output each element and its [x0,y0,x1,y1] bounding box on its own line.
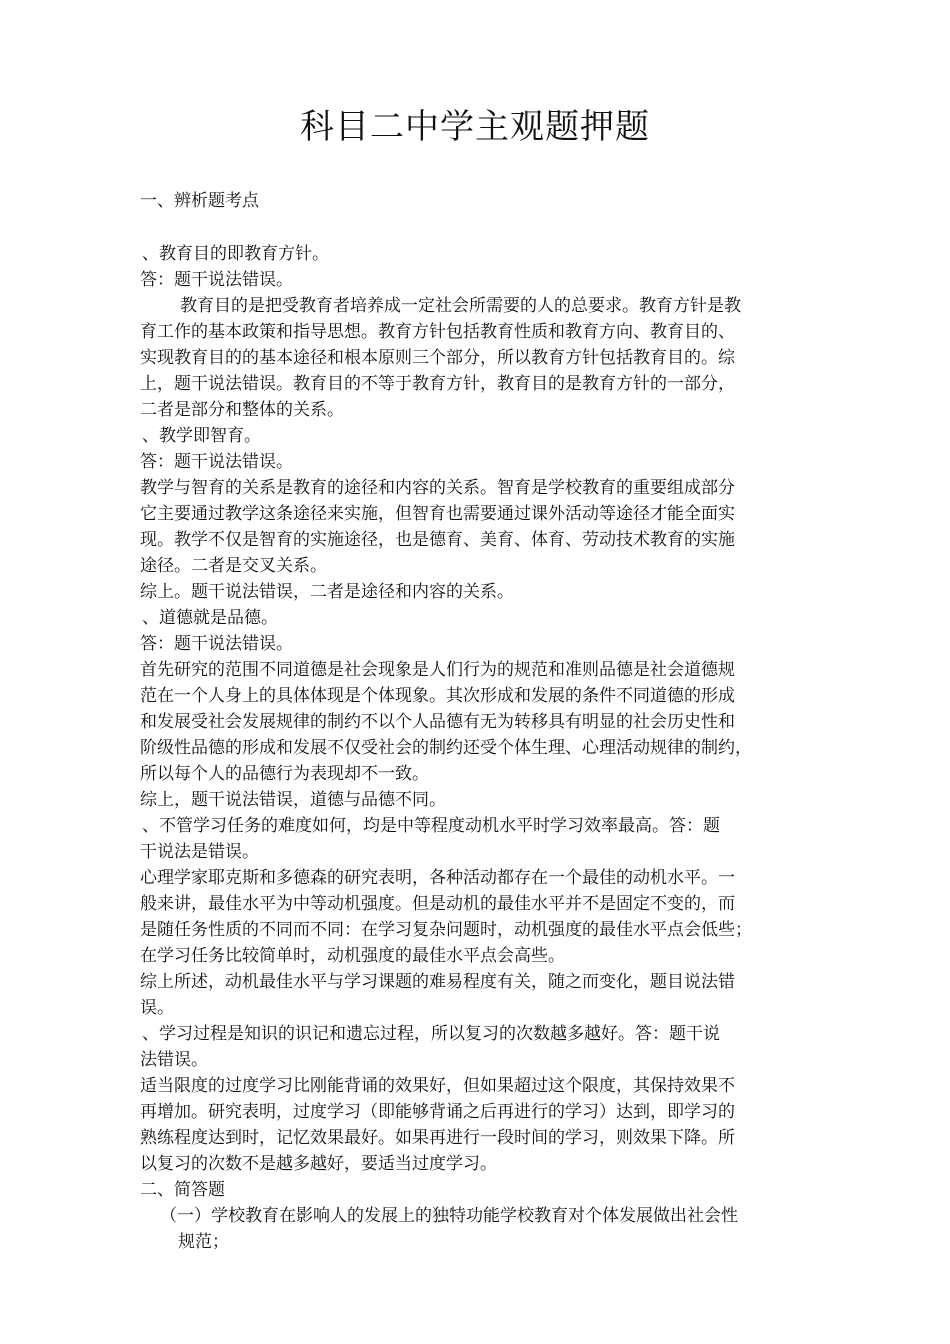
explanation-3-line-5: 所以每个人的品德行为表现却不一致。 [140,764,429,784]
explanation-5-line-1: 适当限度的过度学习比刚能背诵的效果好，但如果超过这个限度，其保持效果不 [140,1076,735,1096]
explanation-1-line-2: 育工作的基本政策和指导思想。教育方针包括教育性质和教育方向、教育目的、 [140,322,735,342]
explanation-3-line-1: 首先研究的范围不同道德是社会现象是人们行为的规范和准则品德是社会道德规 [140,660,735,680]
section-heading-analysis: 一、辨析题考点 [140,191,259,211]
answer-2: 答：题干说法错误。 [140,452,293,472]
spacer [140,214,820,241]
explanation-4-line-1: 心理学家耶克斯和多德森的研究表明，各种活动都存在一个最佳的动机水平。一 [140,868,735,888]
question-5-line-2: 法错误。 [140,1050,208,1070]
section-heading-short-answer: 二、简答题 [140,1180,225,1200]
explanation-4-line-5: 综上所述，动机最佳水平与学习课题的难易程度有关，随之而变化，题目说法错 [140,972,735,992]
question-3: 、道德就是品德。 [142,608,278,628]
question-1: 、教育目的即教育方针。 [142,244,329,264]
question-4-line-2: 干说法是错误。 [140,842,259,862]
explanation-3-line-4: 阶级性品德的形成和发展不仅受社会的制约还受个体生理、心理活动规律的制约， [140,738,752,758]
explanation-5-line-3: 熟练程度达到时，记忆效果最好。如果再进行一段时间的学习，则效果下降。所 [140,1128,735,1148]
explanation-4-line-4: 在学习任务比较简单时，动机强度的最佳水平点会高些。 [140,946,565,966]
short-answer-1-line-1: （一）学校教育在影响人的发展上的独特功能学校教育对个体发展做出社会性 [160,1206,738,1226]
explanation-3-line-2: 范在一个人身上的具体体现是个体现象。其次形成和发展的条件不同道德的形成 [140,686,735,706]
explanation-3-line-6: 综上，题干说法错误，道德与品德不同。 [140,790,446,810]
answer-3: 答：题干说法错误。 [140,634,293,654]
explanation-2-line-4: 途径。二者是交叉关系。 [140,556,327,576]
explanation-5-line-4: 以复习的次数不是越多越好，要适当过度学习。 [140,1154,497,1174]
document-title: 科目二中学主观题押题 [300,107,650,147]
document-body [140,188,820,1255]
explanation-2-line-3: 现。教学不仅是智育的实施途径，也是德育、美育、体育、劳动技术教育的实施 [140,530,735,550]
explanation-5-line-2: 再增加。研究表明，过度学习（即能够背诵之后再进行的学习）达到，即学习的 [140,1102,735,1122]
explanation-4-line-2: 般来讲，最佳水平为中等动机强度。但是动机的最佳水平并不是固定不变的，而 [140,894,735,914]
question-4-line-1: 、不管学习任务的难度如何，均是中等程度动机水平时学习效率最高。答：题 [142,816,720,836]
question-2: 、教学即智育。 [142,426,261,446]
short-answer-1-line-2: 规范； [178,1232,229,1252]
answer-1: 答：题干说法错误。 [140,270,293,290]
explanation-2-line-1: 教学与智育的关系是教育的途径和内容的关系。智育是学校教育的重要组成部分 [140,478,735,498]
explanation-1-line-3: 实现教育目的的基本途径和根本原则三个部分，所以教育方针包括教育目的。综 [140,348,735,368]
explanation-1-line-5: 二者是部分和整体的关系。 [140,400,344,420]
explanation-2-line-2: 它主要通过教学这条途径来实施，但智育也需要通过课外活动等途径才能全面实 [140,504,735,524]
explanation-2-line-5: 综上。题干说法错误，二者是途径和内容的关系。 [140,582,514,602]
explanation-4-line-6: 误。 [140,998,174,1018]
explanation-3-line-3: 和发展受社会发展规律的制约不以个人品德有无为转移具有明显的社会历史性和 [140,712,735,732]
question-5-line-1: 、学习过程是知识的识记和遗忘过程，所以复习的次数越多越好。答：题干说 [142,1024,720,1044]
explanation-4-line-3: 是随任务性质的不同而不同：在学习复杂问题时，动机强度的最佳水平点会低些； [140,920,752,940]
explanation-1-line-1: 教育目的是把受教育者培养成一定社会所需要的人的总要求。教育方针是教 [180,296,741,316]
explanation-1-line-4: 上，题干说法错误。教育目的不等于教育方针，教育目的是教育方针的一部分， [140,374,735,394]
